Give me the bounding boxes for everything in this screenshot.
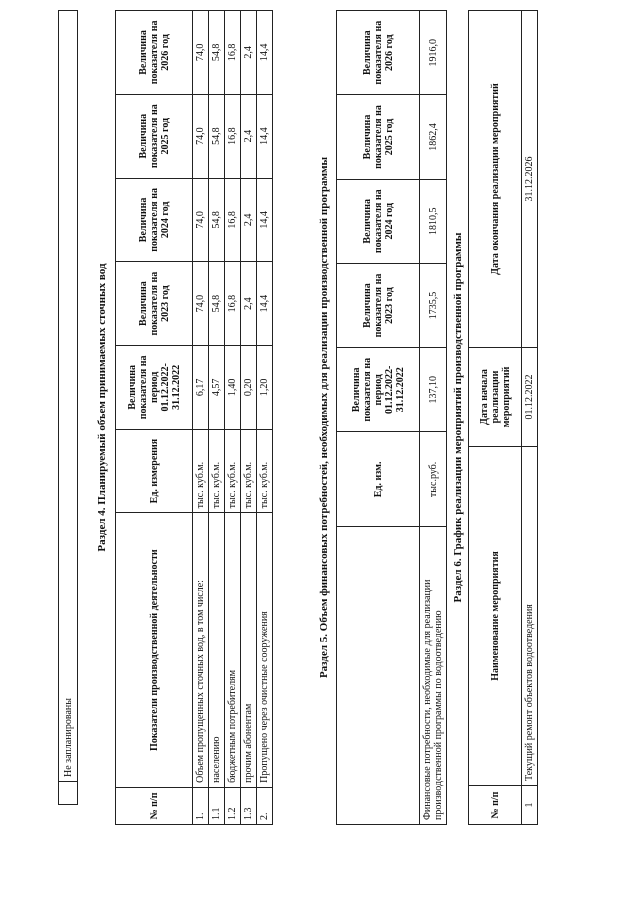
cell: 01.12.2022 [522, 348, 538, 447]
col-header: Показатели производственной деятельности [116, 513, 193, 788]
cell: 4,57 [209, 345, 225, 429]
cell: 14,4 [257, 178, 273, 262]
cell: 1.3 [241, 787, 257, 824]
cell: 1.1 [209, 787, 225, 824]
col-header: Наименование мероприятия [469, 447, 522, 786]
cell: тыс. куб.м. [225, 429, 241, 513]
cell: 16,8 [225, 178, 241, 262]
cell: 74,0 [193, 94, 209, 178]
cell: 1916,0 [420, 11, 447, 95]
section6-header-row [469, 11, 522, 825]
cell: тыс. куб.м. [257, 429, 273, 513]
cell: 16,8 [225, 262, 241, 346]
cell: населению [209, 513, 225, 788]
cell: тыс. куб.м. [193, 429, 209, 513]
cell: 1862,4 [420, 95, 447, 179]
col-header: Величина показателя на период 01.12.2022-31.12.2022 [116, 345, 193, 429]
cell: 54,8 [209, 11, 225, 95]
table-row [209, 11, 225, 825]
cell: 14,4 [257, 94, 273, 178]
table-row [522, 11, 538, 825]
section4-table [115, 10, 273, 825]
col-header: Величина показателя на 2025 год [337, 95, 420, 179]
col-header: Величина показателя на 2024 год [116, 178, 193, 262]
cell: Пропущено через очистные сооружения [257, 513, 273, 788]
cell: 1. [193, 787, 209, 824]
col-header: № п/п [469, 786, 522, 825]
cell: 2,4 [241, 94, 257, 178]
col-header: Дата окончания реализации мероприятий [469, 11, 522, 348]
table-row [225, 11, 241, 825]
table-row [241, 11, 257, 825]
cell: 1 [522, 786, 538, 825]
cell: 54,8 [209, 262, 225, 346]
cell: 14,4 [257, 262, 273, 346]
table-row [193, 11, 209, 825]
col-header: Дата начала реализации мероприятий [469, 348, 522, 447]
cell: 74,0 [193, 178, 209, 262]
cell: 31.12.2026 [522, 11, 538, 348]
section6-table [468, 10, 538, 825]
col-header: Величина показателя на 2026 год [337, 11, 420, 95]
col-header: Ед. измерения [116, 429, 193, 513]
table-row [420, 11, 447, 825]
cell: Финансовые потребности, необходимые для реализации производственной программы по водоотведению [420, 527, 447, 825]
col-header: Величина показателя на период 01.12.2022-31.12.2022 [337, 348, 420, 432]
cell: 1735,5 [420, 263, 447, 347]
col-header: Величина показателя на 2025 год [116, 94, 193, 178]
cell: тыс.руб. [420, 432, 447, 527]
cell: тыс. куб.м. [209, 429, 225, 513]
cell: тыс. куб.м. [241, 429, 257, 513]
cell: 1.2 [225, 787, 241, 824]
cell: 2,4 [241, 262, 257, 346]
cell: 74,0 [193, 11, 209, 95]
col-header: Величина показателя на 2023 год [116, 262, 193, 346]
cell: 14,4 [257, 11, 273, 95]
cell: Текущий ремонт объектов водоотведения [522, 447, 538, 786]
cell: 2. [257, 787, 273, 824]
section4-title: Раздел 4. Планируемый объем принимаемых сточных вод [96, 263, 108, 552]
section5-table [336, 10, 447, 825]
col-header: Величина показателя на 2024 год [337, 179, 420, 263]
table-row [257, 11, 273, 825]
section5-title: Раздел 5. Объем финансовых потребностей, необходимых для реализации производственной программы [318, 156, 330, 679]
col-header [337, 527, 420, 825]
section6-title: Раздел 6. График реализации мероприятий производственной программы [452, 232, 464, 603]
top-note-table [58, 10, 78, 805]
cell: Объем пропущенных сточных вод, в том числе: [193, 513, 209, 788]
cell: прочим абонентам [241, 513, 257, 788]
section4-header-row [116, 11, 193, 825]
col-header: Величина показателя на 2023 год [337, 263, 420, 347]
cell: 74,0 [193, 262, 209, 346]
cell: 6,17 [193, 345, 209, 429]
cell: 0,20 [241, 345, 257, 429]
col-header: Ед. изм. [337, 432, 420, 527]
col-header: Величина показателя на 2026 год [116, 11, 193, 95]
cell: 137,10 [420, 348, 447, 432]
cell: 54,8 [209, 94, 225, 178]
cell: 1,20 [257, 345, 273, 429]
cell: 2,4 [241, 11, 257, 95]
cell: 16,8 [225, 94, 241, 178]
cell: 1,40 [225, 345, 241, 429]
cell: 2,4 [241, 178, 257, 262]
cell: 54,8 [209, 178, 225, 262]
cell: 16,8 [225, 11, 241, 95]
top-note: Не запланированы [59, 11, 78, 782]
section5-header-row [337, 11, 420, 825]
cell: бюджетным потребителям [225, 513, 241, 788]
col-header: № п/п [116, 787, 193, 824]
cell: 1810,5 [420, 179, 447, 263]
